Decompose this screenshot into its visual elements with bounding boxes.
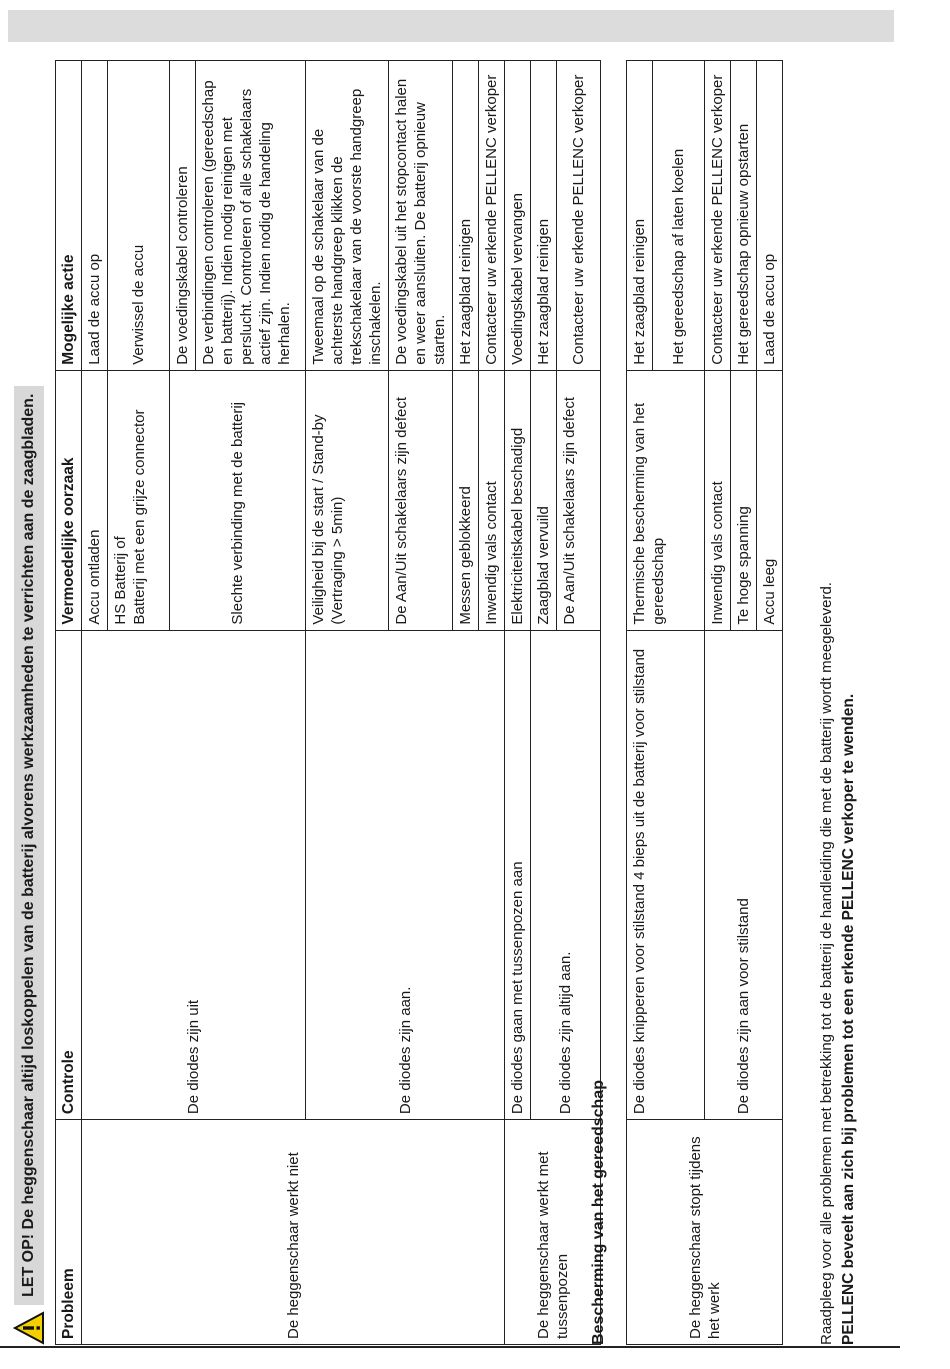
oorzaak-cell: De Aan/Uit schakelaars zijn defect <box>557 370 601 630</box>
bottom-rule <box>0 1346 900 1348</box>
actie-cell: Contacteer uw erkende PELLENC verkoper <box>557 61 601 371</box>
oorzaak-line: HS Batterij of <box>112 536 129 625</box>
oorzaak-cell: Messen geblokkeerd <box>453 370 479 630</box>
actie-cell: Het zaagblad reinigen <box>627 61 653 371</box>
table-row <box>82 61 108 1345</box>
section-title: Bescherming van het gereedschap <box>590 1080 607 1345</box>
controle-cell: De diodes zijn aan voor stilstand <box>705 630 783 1120</box>
controle-cell: De diodes gaan met tussenpozen aan <box>505 630 531 1120</box>
table-header-row <box>56 61 82 1345</box>
actie-cell: Laad de accu op <box>82 61 108 371</box>
header-probleem: Probleem <box>56 1120 82 1345</box>
actie-cell: Verwissel de accu <box>108 61 170 371</box>
oorzaak-cell: Veiligheid bij de start / Stand-by (Vertraging > 5min) <box>306 370 389 630</box>
footer-recommendation: PELLENC beveelt aan zich bij problemen tot een erkende PELLENC verkoper te wenden. <box>840 693 857 1345</box>
actie-cell: Het zaagblad reinigen <box>531 61 557 371</box>
oorzaak-cell: De Aan/Uit schakelaars zijn defect <box>389 370 453 630</box>
rotated-page-content <box>10 35 892 1345</box>
actie-cell: Contacteer uw erkende PELLENC verkoper <box>479 61 505 371</box>
actie-cell: Voedingskabel vervangen <box>505 61 531 371</box>
controle-cell: De diodes zijn aan. <box>306 630 505 1120</box>
oorzaak-cell: Inwendig vals contact <box>479 370 505 630</box>
controle-cell: De diodes zijn uit <box>82 630 306 1120</box>
warning-banner <box>10 386 48 1345</box>
oorzaak-cell: Slechte verbinding met de batterij <box>170 370 306 630</box>
oorzaak-cell: Thermische bescherming van het gereedschap <box>627 370 705 630</box>
header-controle: Controle <box>56 630 82 1120</box>
header-actie: Mogelijke actie <box>56 61 82 371</box>
controle-cell: De diodes knipperen voor stilstand 4 bieps uit de batterij voor stilstand <box>627 630 705 1120</box>
oorzaak-cell: Inwendig vals contact <box>705 370 731 630</box>
oorzaak-line: Batterij met een grijze connector <box>131 409 148 625</box>
troubleshooting-table <box>55 60 601 1345</box>
actie-cell: De voedingskabel uit het stopcontact halen en weer aansluiten. De batterij opnieuw starten. <box>389 61 453 371</box>
oorzaak-cell: Zaagblad vervuild <box>531 370 557 630</box>
probleem-cell: De heggenschaar werkt niet <box>82 1120 505 1345</box>
oorzaak-cell: Elektriciteitskabel beschadigd <box>505 370 531 630</box>
warning-triangle-icon <box>13 1311 45 1345</box>
probleem-cell: De heggenschaar stopt tijdens het werk <box>627 1120 783 1345</box>
table-row <box>627 61 653 1345</box>
actie-cell: Het zaagblad reinigen <box>453 61 479 371</box>
footer-note: Raadpleeg voor alle problemen met betrekking tot de batterij de handleiding die met de batterij wordt meegeleverd. <box>818 582 835 1345</box>
controle-cell: De diodes zijn altijd aan. <box>531 630 601 1120</box>
probleem-cell: De heggenschaar werkt met tussenpozen <box>505 1120 601 1345</box>
actie-cell: Het gereedschap opnieuw opstarten <box>731 61 757 371</box>
header-oorzaak: Vermoedelijke oorzaak <box>56 370 82 630</box>
protection-table <box>626 60 783 1345</box>
table-row <box>505 61 531 1345</box>
actie-cell: Laad de accu op <box>757 61 783 371</box>
oorzaak-cell: Accu ontladen <box>82 370 108 630</box>
actie-cell: Het gereedschap af laten koelen <box>653 61 705 371</box>
actie-cell: Tweemaal op de schakelaar van de achterste handgreep klikken de trekschakelaar van de voorste handgreep inschakelen. <box>306 61 389 371</box>
oorzaak-cell <box>108 370 170 630</box>
oorzaak-cell: Te hoge spanning <box>731 370 757 630</box>
actie-cell: De verbindingen controleren (gereedschap en batterij). Indien nodig reinigen met perslucht. Controleren of alle schakelaars actief zijn. Indien nodig de handeling herhalen. <box>196 61 306 371</box>
actie-cell: De voedingskabel controleren <box>170 61 196 371</box>
oorzaak-cell: Accu leeg <box>757 370 783 630</box>
actie-cell: Contacteer uw erkende PELLENC verkoper <box>705 61 731 371</box>
warning-text: LET OP! De heggenschaar altijd loskoppelen van de batterij alvorens werkzaamheden te verrichten aan de zaagbladen. <box>14 386 44 1305</box>
